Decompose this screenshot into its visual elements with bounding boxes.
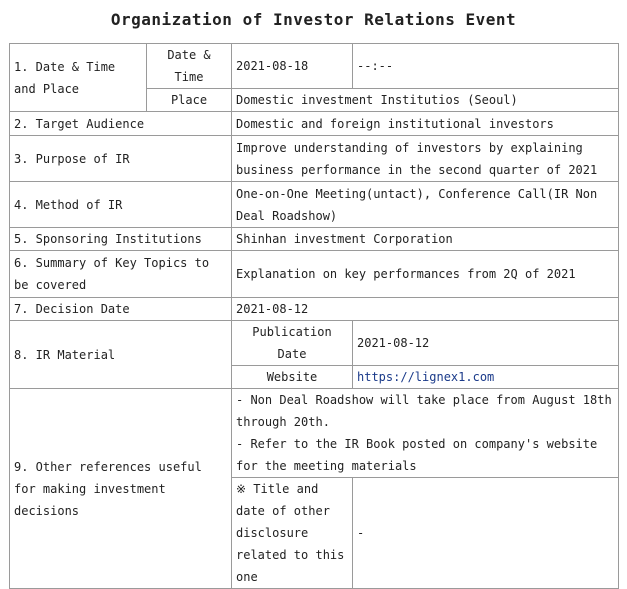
publication-date-label: Publication Date: [232, 321, 353, 366]
other-notes: [232, 389, 619, 478]
place-value: Domestic investment Institutios (Seoul): [232, 89, 619, 112]
website-label: Website: [232, 366, 353, 389]
sponsor-label: 5. Sponsoring Institutions: [10, 228, 232, 251]
disclosure-value: -: [353, 478, 619, 589]
date-place-label: 1. Date & Time and Place: [10, 44, 147, 112]
target-value: Domestic and foreign institutional investors: [232, 112, 619, 136]
row-material-pub: [10, 321, 619, 366]
method-value: One-on-One Meeting(untact), Conference Call(IR Non Deal Roadshow): [232, 182, 619, 228]
row-sponsor: [10, 228, 619, 251]
other-note-roadshow: - Non Deal Roadshow will take place from August 18th through 20th.: [236, 393, 612, 429]
purpose-value: Improve understanding of investors by explaining business performance in the second quarter of 2021: [232, 136, 619, 182]
row-target: [10, 112, 619, 136]
date-time-label: Date & Time: [147, 44, 232, 89]
date-value: 2021-08-18: [232, 44, 353, 89]
other-label: 9. Other references useful for making investment decisions: [10, 389, 232, 589]
row-other-notes: [10, 389, 619, 478]
website-link[interactable]: https://lignex1.com: [353, 366, 619, 389]
material-label: 8. IR Material: [10, 321, 232, 389]
page-title: Organization of Investor Relations Event: [110, 10, 517, 29]
time-value: --:--: [353, 44, 619, 89]
purpose-label: 3. Purpose of IR: [10, 136, 232, 182]
row-purpose: [10, 136, 619, 182]
summary-label: 6. Summary of Key Topics to be covered: [10, 251, 232, 298]
row-summary: [10, 251, 619, 298]
other-note-ir-book: - Refer to the IR Book posted on company's website for the meeting materials: [236, 437, 598, 473]
ir-event-table: [9, 43, 619, 589]
target-label: 2. Target Audience: [10, 112, 232, 136]
summary-value: Explanation on key performances from 2Q of 2021: [232, 251, 619, 298]
decision-label: 7. Decision Date: [10, 298, 232, 321]
sponsor-value: Shinhan investment Corporation: [232, 228, 619, 251]
row-date-time: [10, 44, 619, 89]
row-decision: [10, 298, 619, 321]
row-method: [10, 182, 619, 228]
decision-value: 2021-08-12: [232, 298, 619, 321]
disclosure-label: ※ Title and date of other disclosure related to this one: [232, 478, 353, 589]
place-label: Place: [147, 89, 232, 112]
publication-date-value: 2021-08-12: [353, 321, 619, 366]
method-label: 4. Method of IR: [10, 182, 232, 228]
